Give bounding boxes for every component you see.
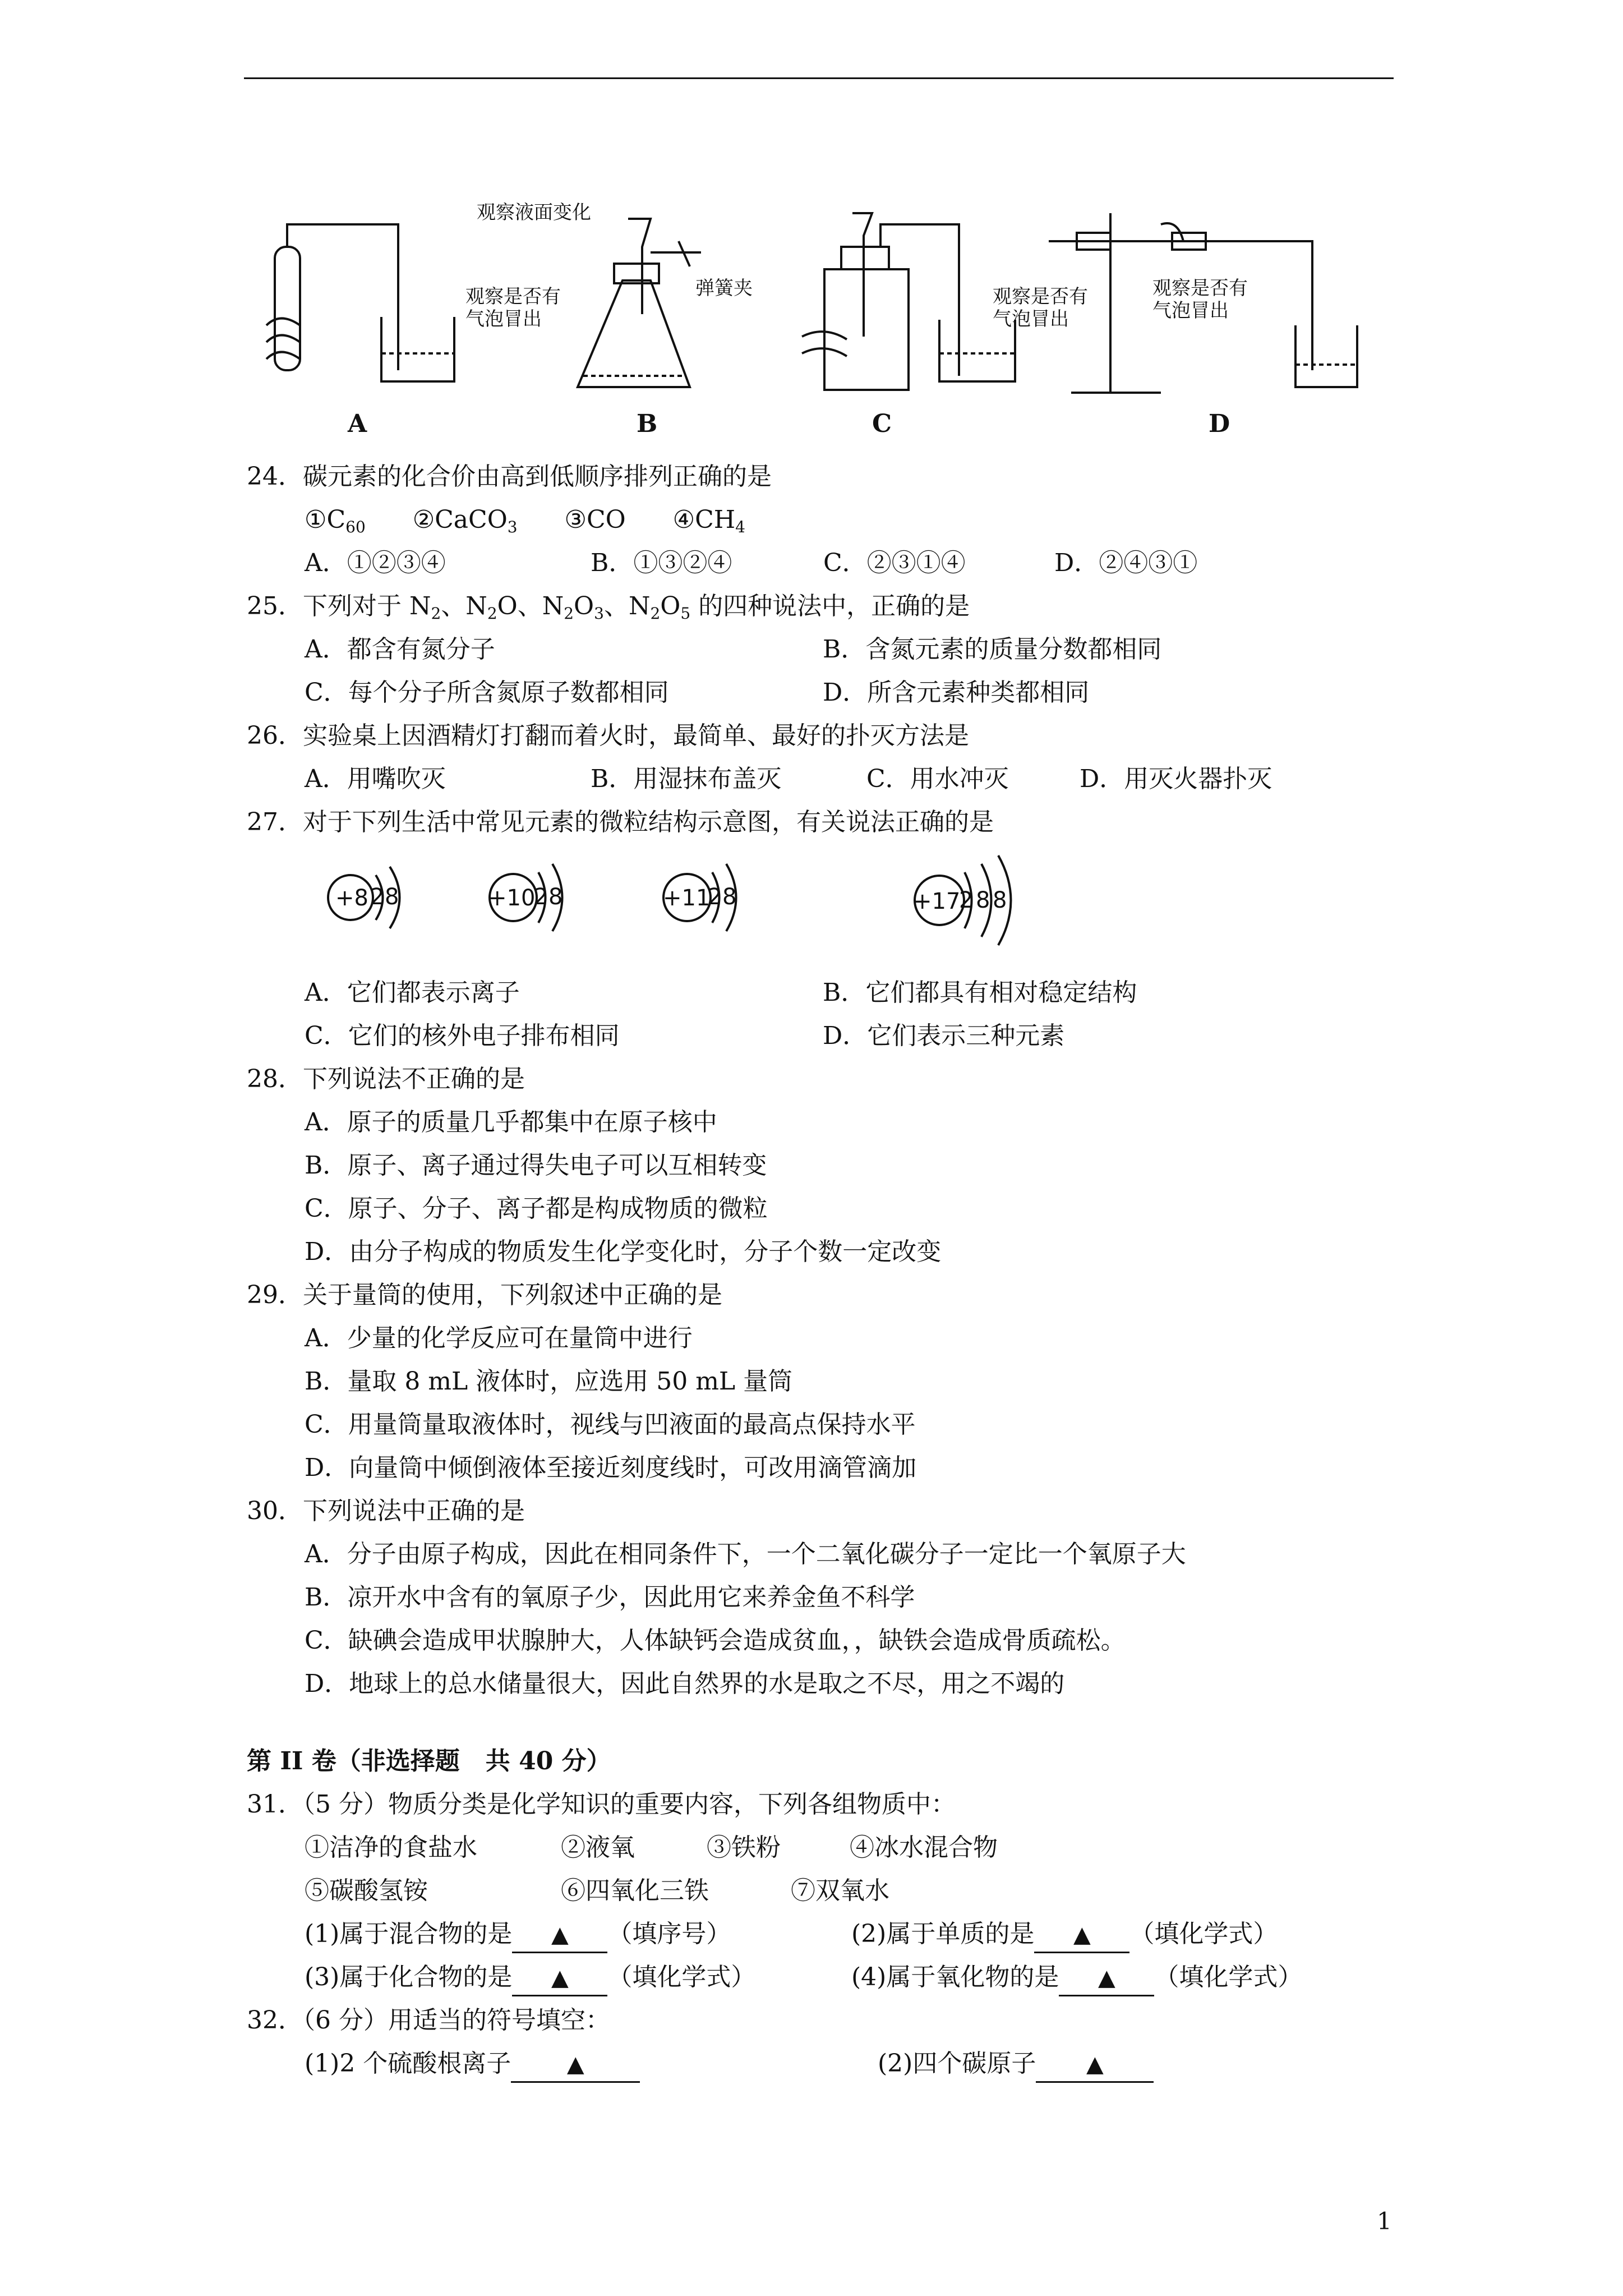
q28-stem: 28．下列说法不正确的是	[247, 1065, 525, 1093]
q31-part-3: (3)属于化合物的是 ▲ （填化学式）	[305, 1961, 755, 1996]
q26-option-d: D．用灭火器扑灭	[1080, 765, 1272, 793]
q24-option-c: C．②③①④	[823, 549, 966, 577]
q27-option-b: B．它们都具有相对稳定结构	[823, 978, 1137, 1007]
q31-part-1: (1)属于混合物的是 ▲ （填序号）	[305, 1917, 731, 1953]
q24-option-d: D．②④③①	[1054, 549, 1198, 577]
q30-option-d: D．地球上的总水储量很大，因此自然界的水是取之不尽，用之不竭的	[305, 1669, 1065, 1698]
q27-option-d: D．它们表示三种元素	[823, 1022, 1065, 1050]
q31-item-3: ③铁粉	[707, 1833, 781, 1862]
q25-option-a: A．都含有氮分子	[305, 635, 495, 664]
atom1-shell2: 8	[385, 884, 399, 910]
q24-items: $①C_{60}$ ②CaCO$_3$ ③CO $④CH_4$	[305, 505, 745, 536]
q31-item-5: ⑤碳酸氢铵	[305, 1876, 428, 1905]
answer-blank-1[interactable]: ▲	[512, 1918, 607, 1953]
q32-part-2: (2)四个碳原子 ▲	[878, 2047, 1154, 2083]
label-b: B	[637, 409, 658, 438]
q27-option-a: A．它们都表示离子	[305, 978, 520, 1007]
q31-item-6: ⑥四氧化三铁	[561, 1876, 709, 1905]
q25-option-c: C．每个分子所含氮原子数都相同	[305, 678, 669, 707]
apparatus-figure	[264, 202, 1363, 438]
q28-option-c: C．原子、分子、离子都是构成物质的微粒	[305, 1194, 768, 1223]
q31-item-4: ④冰水混合物	[850, 1833, 998, 1862]
atom-charge-3: +11	[663, 885, 711, 911]
section-2-heading: 第 II 卷（非选择题 共 40 分）	[247, 1747, 611, 1775]
q26-option-c: C．用水冲灭	[866, 765, 1009, 793]
label-c: C	[872, 409, 892, 438]
atom4-shell2: 8	[976, 887, 990, 913]
q29-option-b: B．量取 8 mL 液体时，应选用 50 mL 量筒	[305, 1367, 793, 1396]
q29-option-c: C．用量筒量取液体时，视线与凹液面的最高点保持水平	[305, 1410, 916, 1439]
page-number: 1	[1377, 2207, 1392, 2235]
q25-option-d: D．所含元素种类都相同	[823, 678, 1090, 707]
atom3-shell1: 2	[708, 884, 722, 910]
q24-stem: 24．碳元素的化合价由高到低顺序排列正确的是	[247, 462, 772, 491]
note-d-1: 观察是否有	[1152, 277, 1248, 300]
q28-option-a: A．原子的质量几乎都集中在原子核中	[305, 1108, 717, 1137]
q29-option-d: D．向量筒中倾倒液体至接近刻度线时，可改用滴管滴加	[305, 1453, 917, 1482]
answer-blank-4[interactable]: ▲	[1059, 1961, 1154, 1996]
note-a-1: 观察是否有	[465, 286, 561, 308]
atom4-shell3: 8	[993, 887, 1007, 913]
atom4-shell1: 2	[959, 887, 974, 913]
header-rule	[244, 77, 1394, 79]
note-b-1: 观察液面变化	[477, 202, 591, 224]
atom2-shell1: 2	[534, 884, 548, 910]
q26-option-a: A．用嘴吹灭	[305, 765, 446, 793]
q30-option-b: B．凉开水中含有的氧原子少，因此用它来养金鱼不科学	[305, 1583, 915, 1612]
atom-charge-1: +8	[335, 885, 368, 911]
atom-structure-diagrams	[314, 841, 1099, 954]
q29-option-a: A．少量的化学反应可在量筒中进行	[305, 1324, 693, 1352]
apparatus-c	[802, 213, 1015, 390]
answer-blank-2[interactable]: ▲	[1034, 1918, 1129, 1953]
q26-option-b: B．用湿抹布盖灭	[591, 765, 782, 793]
q32-stem: 32．（6 分）用适当的符号填空：	[247, 2006, 610, 2035]
answer-blank-6[interactable]: ▲	[1036, 2047, 1154, 2083]
q30-option-c: C．缺碘会造成甲状腺肿大，人体缺钙会造成贫血，，缺铁会造成骨质疏松。	[305, 1626, 1126, 1655]
q31-item-2: ②液氧	[561, 1833, 635, 1862]
q32-part-1: (1)2 个硫酸根离子 ▲	[305, 2047, 640, 2083]
note-c-2: 气泡冒出	[993, 308, 1069, 330]
q31-item-7: ⑦双氧水	[791, 1876, 889, 1905]
atom-charge-2: +10	[488, 885, 536, 911]
q29-stem: 29．关于量筒的使用，下列叙述中正确的是	[247, 1281, 722, 1309]
q27-option-c: C．它们的核外电子排布相同	[305, 1022, 620, 1050]
note-a-2: 气泡冒出	[465, 308, 542, 330]
atom3-shell2: 8	[722, 884, 737, 910]
q30-stem: 30．下列说法中正确的是	[247, 1497, 525, 1525]
q26-stem: 26．实验桌上因酒精灯打翻而着火时，最简单、最好的扑灭方法是	[247, 721, 969, 750]
q28-option-b: B．原子、离子通过得失电子可以互相转变	[305, 1151, 767, 1180]
q25-stem: 25．下列对于 $N_2$、$N_2O$、$N_2O_3$、$N_2O_5$ 的四种说法中，正确的是	[247, 592, 970, 623]
q24-option-b: B．①③②④	[591, 549, 732, 577]
apparatus-a	[266, 224, 454, 381]
atom-charge-4: +17	[913, 889, 961, 914]
apparatus-b	[578, 219, 701, 387]
label-a: A	[348, 409, 367, 438]
q28-option-d: D．由分子构成的物质发生化学变化时，分子个数一定改变	[305, 1237, 942, 1266]
q30-option-a: A．分子由原子构成，因此在相同条件下，一个二氧化碳分子一定比一个氧原子大	[305, 1540, 1186, 1568]
q25-option-b: B．含氮元素的质量分数都相同	[823, 635, 1162, 664]
q31-item-1: ①洁净的食盐水	[305, 1833, 477, 1862]
note-b-2: 弹簧夹	[695, 277, 753, 300]
q31-part-4: (4)属于氧化物的是 ▲ （填化学式）	[851, 1961, 1302, 1996]
note-d-2: 气泡冒出	[1152, 300, 1229, 322]
q24-option-a: A．①②③④	[305, 549, 446, 577]
atom2-shell2: 8	[548, 884, 563, 910]
q31-stem: 31．（5 分）物质分类是化学知识的重要内容，下列各组物质中：	[247, 1790, 956, 1819]
answer-blank-3[interactable]: ▲	[512, 1961, 607, 1996]
atom1-shell1: 2	[370, 884, 385, 910]
label-d: D	[1209, 409, 1230, 438]
q31-part-2: (2)属于单质的是 ▲ （填化学式）	[851, 1917, 1278, 1953]
answer-blank-5[interactable]: ▲	[511, 2047, 640, 2083]
note-c-1: 观察是否有	[993, 286, 1088, 308]
q27-stem: 27．对于下列生活中常见元素的微粒结构示意图，有关说法正确的是	[247, 808, 994, 836]
